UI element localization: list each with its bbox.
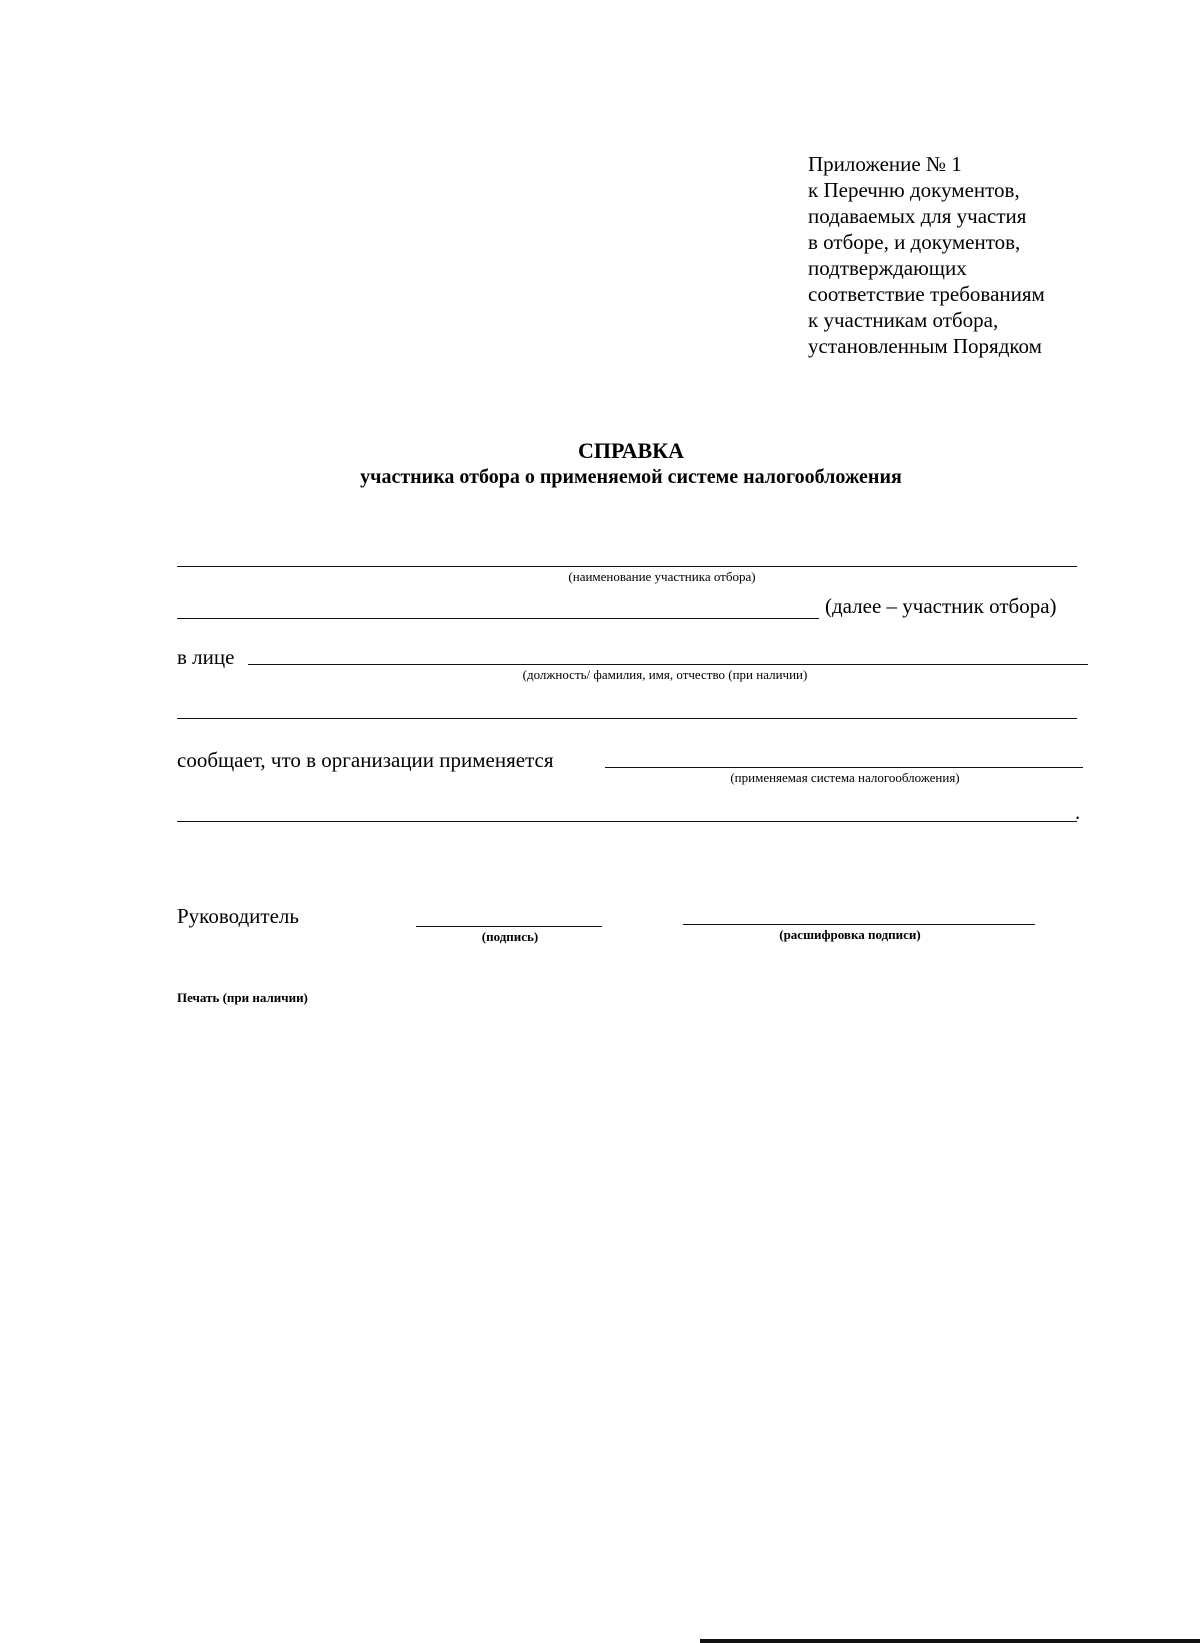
caption-decoding: (расшифровка подписи): [779, 927, 921, 942]
period-mark: .: [1075, 800, 1081, 824]
document-subtitle: участника отбора о применяемой системе налогообложения: [360, 466, 902, 488]
document-title: СПРАВКА: [577, 438, 685, 463]
position-name-line-2[interactable]: [177, 718, 1077, 719]
participant-name-line-2[interactable]: [177, 618, 819, 619]
caption-tax-system: (применяемая система налогообложения): [730, 770, 960, 785]
appendix-note: [808, 151, 1045, 359]
appendix-line: к участникам отбора,: [808, 308, 999, 332]
appendix-line: в отборе, и документов,: [808, 230, 1021, 254]
represented-by-label: в лице: [177, 645, 235, 669]
participant-name-line[interactable]: [177, 566, 1077, 567]
tax-system-line-2[interactable]: [177, 821, 1077, 822]
signature-decoding-line[interactable]: [683, 924, 1035, 925]
appendix-line: установленным Порядком: [808, 334, 1042, 358]
appendix-line: подаваемых для участия: [808, 204, 1027, 228]
caption-participant-name: (наименование участника отбора): [568, 569, 756, 584]
position-name-line[interactable]: [248, 664, 1088, 665]
appendix-line: Приложение № 1: [808, 152, 962, 176]
stamp-note: Печать (при наличии): [177, 990, 308, 1005]
appendix-line: подтверждающих: [808, 256, 967, 280]
informs-text: сообщает, что в организации применяется: [177, 748, 554, 772]
scan-edge-artifact: [700, 1639, 1200, 1643]
appendix-line: к Перечню документов,: [808, 178, 1020, 202]
signature-line[interactable]: [416, 926, 602, 927]
head-label: Руководитель: [177, 904, 299, 928]
tax-system-line[interactable]: [605, 767, 1083, 768]
caption-position-name: (должность/ фамилия, имя, отчество (при наличии): [522, 667, 808, 682]
appendix-line: соответствие требованиям: [808, 282, 1045, 306]
caption-signature: (подпись): [481, 929, 539, 944]
hereinafter-text: (далее – участник отбора): [825, 594, 1057, 618]
